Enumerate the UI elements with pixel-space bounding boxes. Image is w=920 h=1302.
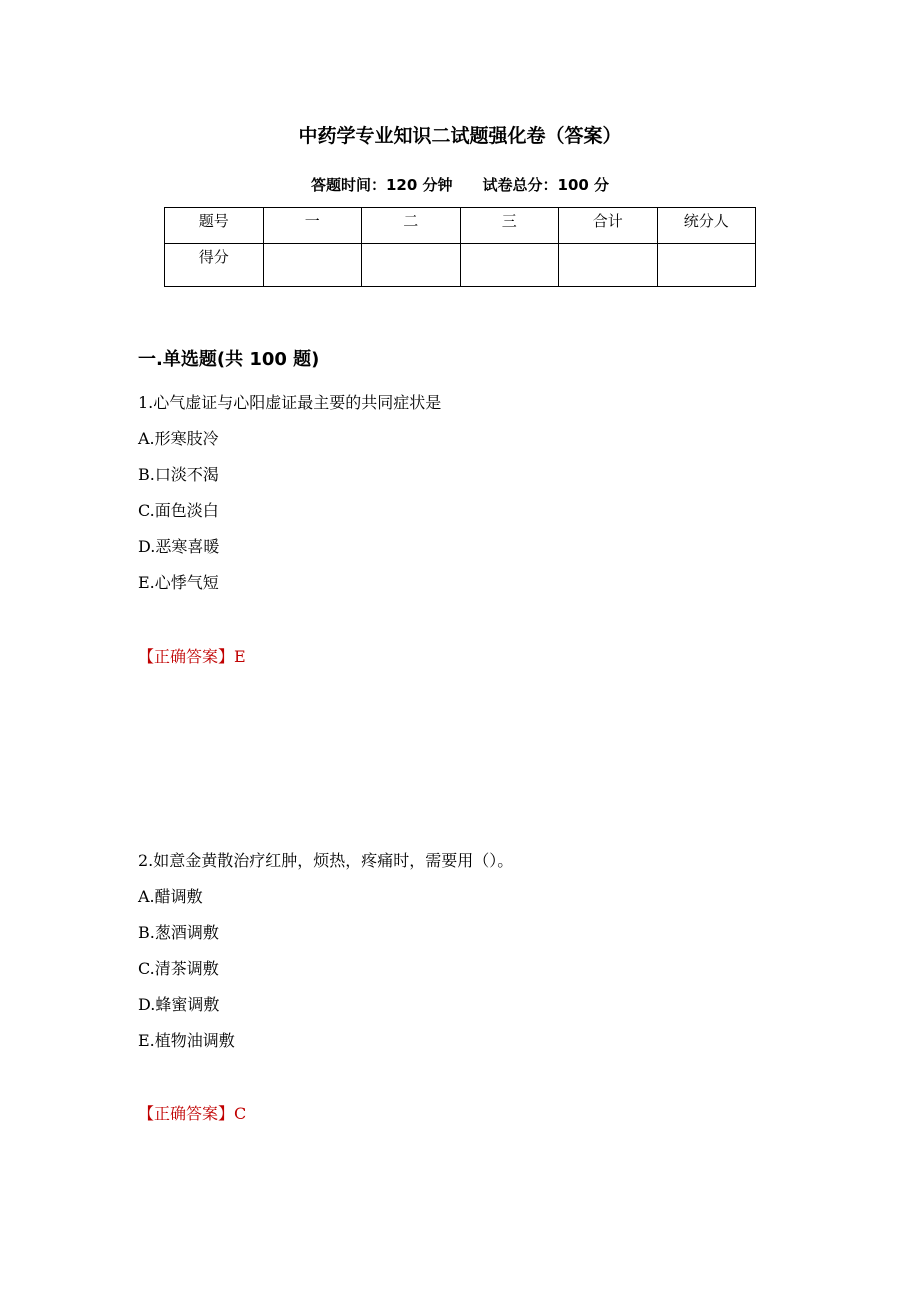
question-option: C.清茶调敷	[138, 959, 219, 978]
exam-time: 答题时间：120 分钟	[310, 176, 453, 194]
document-title: 中药学专业知识二试题强化卷（答案）	[298, 125, 622, 147]
question-option: A.形寒肢冷	[138, 429, 219, 448]
score-table-header-cell: 合计	[559, 208, 658, 244]
score-table-row-label: 得分	[165, 244, 264, 287]
question-option: E.心悸气短	[138, 573, 219, 592]
question-option: E.植物油调敷	[138, 1031, 235, 1050]
score-table-score-row	[165, 244, 756, 287]
question-stem: 2.如意金黄散治疗红肿，烦热，疼痛时，需要用（）。	[138, 851, 514, 870]
score-cell	[657, 244, 756, 287]
section-heading: 一.单选题(共 100 题)	[138, 349, 320, 370]
score-table-header-row	[165, 208, 756, 244]
question-option: B.口淡不渴	[138, 465, 219, 484]
score-cell	[559, 244, 658, 287]
score-table-header-cell: 三	[460, 208, 559, 244]
question-option: A.醋调敷	[138, 887, 203, 906]
score-table-header-cell: 一	[263, 208, 362, 244]
question-option: C.面色淡白	[138, 501, 219, 520]
score-table-header-cell: 二	[362, 208, 461, 244]
score-cell	[263, 244, 362, 287]
question-stem: 1.心气虚证与心阳虚证最主要的共同症状是	[138, 393, 442, 412]
score-table	[164, 207, 756, 287]
exam-meta	[0, 173, 920, 197]
question-option: D.恶寒喜暖	[138, 537, 220, 556]
question-option: D.蜂蜜调敷	[138, 995, 220, 1014]
score-cell	[362, 244, 461, 287]
score-cell	[460, 244, 559, 287]
exam-total-score: 试卷总分：100 分	[482, 176, 610, 194]
score-table-header-cell: 统分人	[657, 208, 756, 244]
question-option: B.葱酒调敷	[138, 923, 219, 942]
correct-answer: 【正确答案】E	[138, 647, 246, 666]
correct-answer: 【正确答案】C	[138, 1104, 247, 1123]
score-table-header-cell: 题号	[165, 208, 264, 244]
